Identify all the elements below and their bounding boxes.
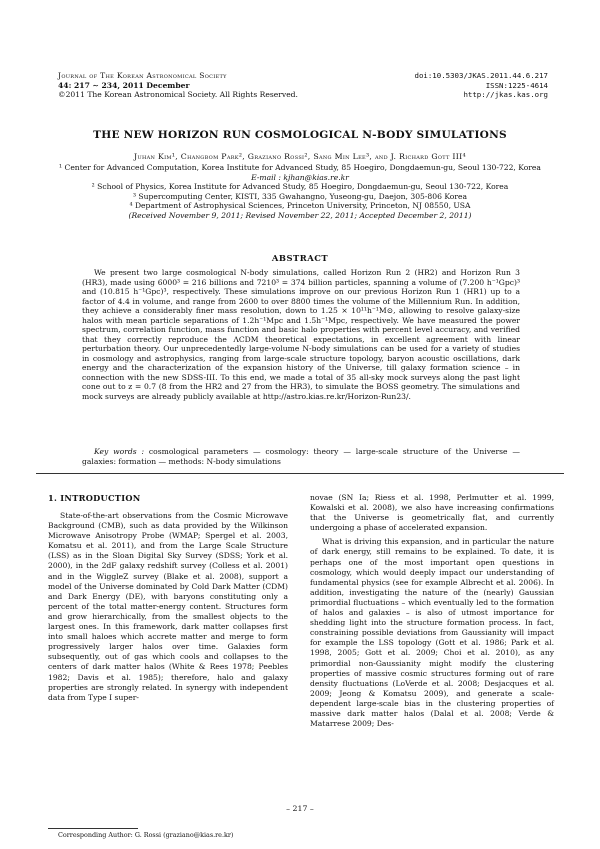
email: E-mail : kjhan@kias.re.kr [251, 172, 349, 182]
footnote: Corresponding Author: G. Rossi (graziano@kias.re.kr) [58, 831, 234, 839]
journal-header [58, 71, 358, 100]
journal-name: Journal of The Korean Astronomical Society [58, 71, 227, 80]
section-heading: 1. INTRODUCTION [48, 493, 141, 503]
doi: doi:10.5303/JKAS.2011.44.6.217 [414, 71, 548, 80]
intro-paragraph-2: What is driving this expansion, and in particular the nature of dark energy, still remains to be explained. To date, it is perhaps one of the most important open questions in cosmology, which would deeply impact our understanding of fundamental physics (see for example Albrecht et al. 2006). In addition, investigating the nature of the (nearly) Gaussian primordial fluctuations – which eventually led to the formation of halos and galaxies – is also of utmost importance for shedding light into the structure formation process. In fact, constraining possible deviations from Gaussianity will impact for example the LSS topology (Gott et al. 1986; Park et al. 1998, 2005; Gott et al. 2009; Choi et al. 2010), as any primordial non-Gaussianity might modify the clustering properties of massive cosmic structures forming out of rare density fluctuations (LoVerde et al. 2008; Desjacques et al. 2009; Jeong & Komatsu 2009), and generate a scale-dependent large-scale bias in the clustering properties of massive dark matter halos (Dalal et al. 2008; Verde & Matarrese 2009; Des- [310, 537, 554, 729]
journal-identifiers [415, 71, 549, 100]
affiliation-1: ¹ Center for Advanced Computation, Korea Institute for Advanced Study, 85 Hoegiro, Dongdaemun-gu, Seoul 130-722, Korea [59, 163, 541, 172]
paper-title: THE NEW HORIZON RUN COSMOLOGICAL N-BODY SIMULATIONS [93, 129, 507, 141]
volume-line: 44: 217 ∼ 234, 2011 December [58, 80, 190, 90]
copyright-line: ©2011 The Korean Astronomical Society. All Rights Reserved. [58, 90, 298, 100]
intro-paragraph-1-cont: novae (SN Ia; Riess et al. 1998, Perlmutter et al. 1999, Kowalski et al. 2008), we also have increasing confirmations that the Universe is geometrically flat, and currently undergoing a phase of accelerated expansion. [310, 493, 554, 533]
keywords-label: Key words : [94, 447, 145, 456]
page-number: – 217 – [286, 804, 314, 813]
keywords-text: cosmological parameters — cosmology: theory — large-scale structure of the Universe — galaxies: formation — methods: N-body simulations [82, 447, 520, 466]
footnote-rule [48, 828, 138, 829]
abstract-body: We present two large cosmological N-body simulations, called Horizon Run 2 (HR2) and Horizon Run 3 (HR3), made using 6000³ = 216 billions and 7210³ = 374 billion particles, spanning a volume of (7.200 h⁻¹Gpc)³ and (10.815 h⁻¹Gpc)³, respectively. These simulations improve on our previous Horizon Run 1 (HR1) up to a factor of 4.4 in volume, and range from 2600 to over 8800 times the volume of the Millennium Run. In addition, they achieve a considerably finer mass resolution, down to 1.25 × 10¹¹h⁻¹M⊙, allowing to resolve galaxy-size halos with mean particle separations of 1.2h⁻¹Mpc and 1.5h⁻¹Mpc, respectively. We have measured the power spectrum, correlation function, mass function and basic halo properties with percent level accuracy, and verified that they correctly reproduce the ΛCDM theoretical expectations, in excellent agreement with linear perturbation theory. Our unprecedentedly large-volume N-body simulations can be used for a variety of studies in cosmology and astrophysics, ranging from large-scale structure topology, baryon acoustic oscillations, dark energy and the characterization of the expansion history of the Universe, till galaxy formation science – in connection with the new SDSS-III. To this end, we made a total of 35 all-sky mock surveys along the past light cone out to z = 0.7 (8 from the HR2 and 27 from the HR3), to simulate the BOSS geometry. The simulations and mock surveys are already publicly available at http://astro.kias.re.kr/Horizon-Run23/. [82, 268, 520, 401]
abstract-heading: ABSTRACT [271, 253, 329, 263]
issn: ISSN:1225-4614 [485, 80, 548, 90]
affiliation-2: ² School of Physics, Korea Institute for Advanced Study, 85 Hoegiro, Dongdaemun-gu, Seoul 130-722, Korea [91, 182, 509, 192]
received-dates: (Received November 9, 2011; Revised November 22, 2011; Accepted December 2, 2011) [128, 210, 472, 220]
affiliations [40, 163, 560, 221]
affiliation-3: ³ Supercomputing Center, KISTI, 335 Gwahangno, Yuseong-gu, Daejon, 305-806 Korea [132, 191, 468, 201]
column-left [48, 511, 288, 703]
journal-url: http://jkas.kas.org [463, 90, 548, 100]
author-list: Juhan Kim¹, Changbom Park², Graziano Rossi², Sang Min Lee³, and J. Richard Gott III⁴ [134, 152, 466, 161]
affiliation-4: ⁴ Department of Astrophysical Sciences, Princeton University, Princeton, NJ 08550, USA [129, 201, 471, 211]
intro-paragraph-1: State-of-the-art observations from the Cosmic Microwave Background (CMB), such as data provided by the Wilkinson Microwave Anisotropy Probe (WMAP; Spergel et al. 2003, Komatsu et al. 2011), and from the Large Scale Structure (LSS) as in the Sloan Digital Sky Survey (SDSS; York et al. 2000), in the 2dF galaxy redshift survey (Colless et al. 2001) and in the WiggleZ survey (Blake et al. 2008), support a model of the Universe dominated by Cold Dark Matter (CDM) and Dark Energy (DE), with baryons constituting only a percent of the total matter-energy content. Structures form and grow hierarchically, from the smallest objects to the largest ones. In this framework, dark matter collapses first into small haloes which accrete matter and merge to form progressively larger halos over time. Galaxies form subsequently, out of gas which cools and collapses to the centers of dark matter halos (White & Rees 1978; Peebles 1982; Davis et al. 1985); therefore, halo and galaxy properties are strongly related. In synergy with independent data from Type I super- [48, 511, 288, 702]
keywords [82, 447, 520, 466]
abstract-divider [36, 473, 564, 474]
column-right [310, 493, 554, 729]
